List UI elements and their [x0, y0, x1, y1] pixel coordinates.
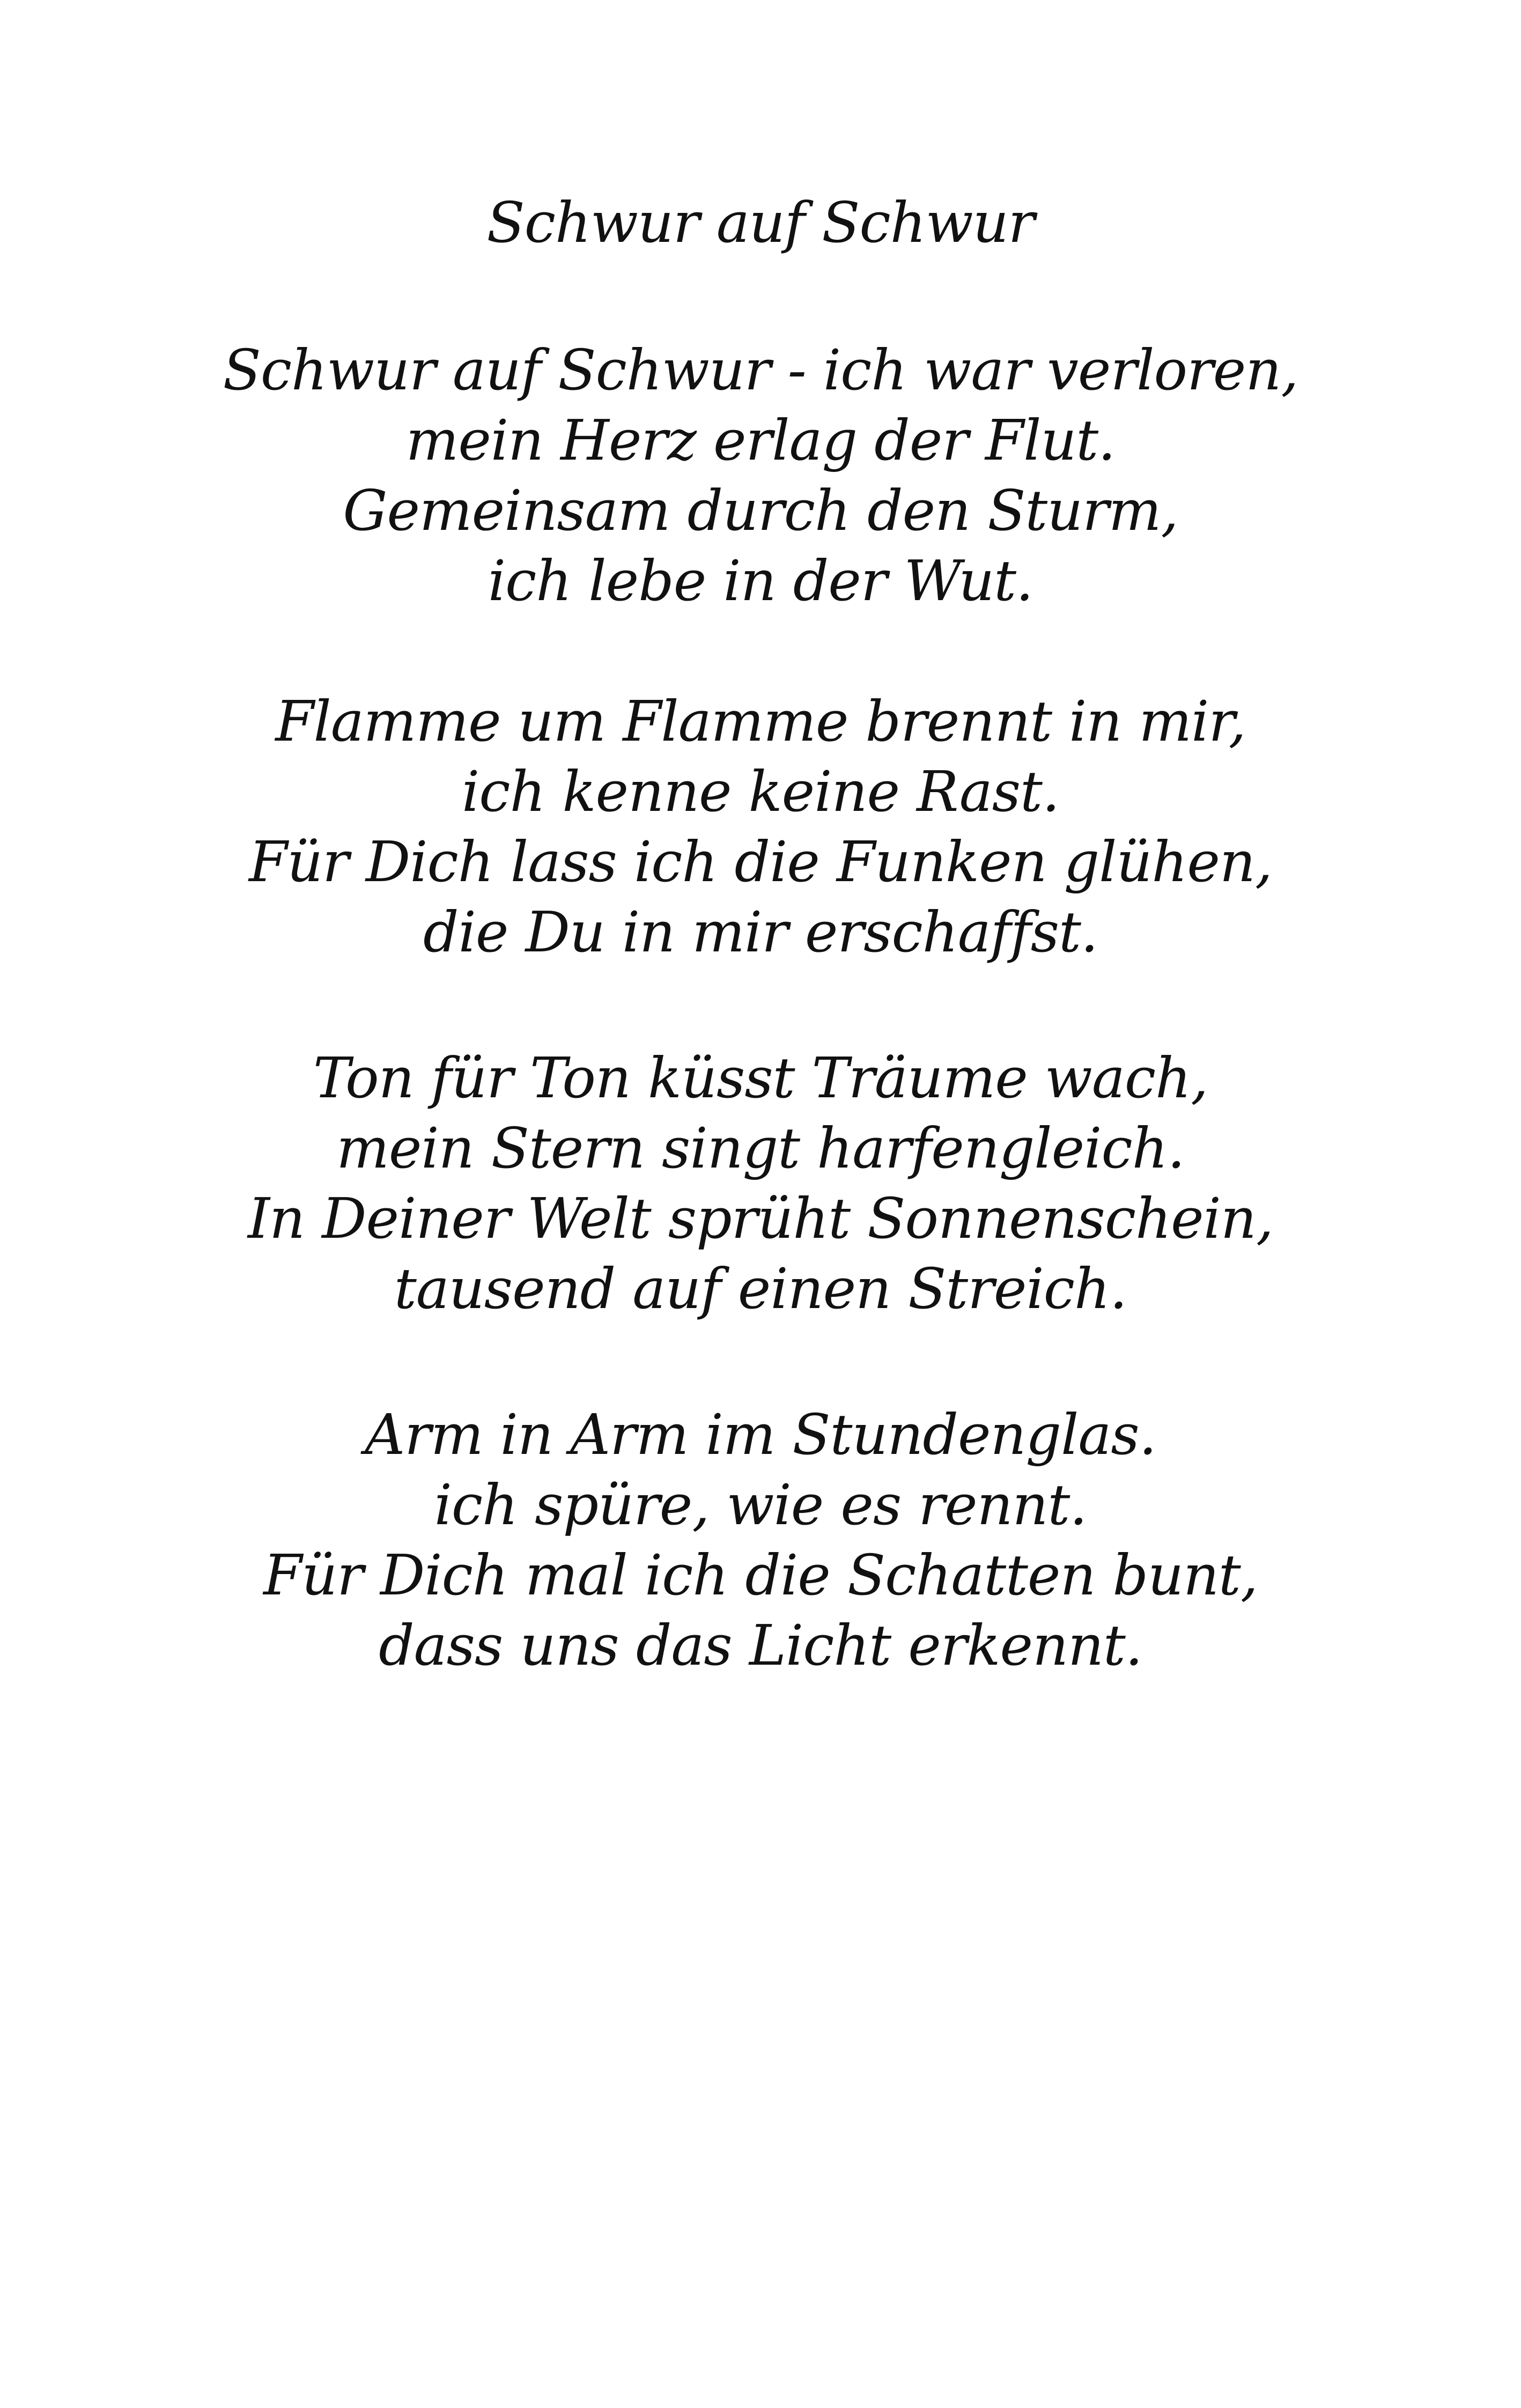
poem-line: In Deiner Welt sprüht Sonnenschein,	[248, 1186, 1273, 1251]
poem-line: ich lebe in der Wut.	[488, 548, 1033, 614]
poem-stanza-1	[0, 335, 1521, 616]
poem-line: Gemeinsam durch den Sturm,	[343, 478, 1178, 543]
poem-line: Ton für Ton küsst Träume wach,	[313, 1045, 1208, 1111]
poem-line: Arm in Arm im Stundenglas.	[365, 1402, 1156, 1467]
poem-line: mein Herz erlag der Flut.	[405, 408, 1116, 473]
poem-line: Schwur auf Schwur - ich war verloren,	[223, 337, 1298, 403]
poem-line: ich spüre, wie es rennt.	[434, 1472, 1087, 1538]
poem-line: Für Dich mal ich die Schatten bunt,	[263, 1542, 1258, 1608]
poem-line: tausend auf einen Streich.	[394, 1256, 1127, 1321]
poem-line: Flamme um Flamme brennt in mir,	[275, 689, 1246, 754]
poem-stanza-3	[0, 1043, 1521, 1324]
poem-line: Für Dich lass ich die Funken glühen,	[248, 829, 1272, 895]
poem-line: mein Stern singt harfengleich.	[336, 1116, 1185, 1181]
poem-stanza-2	[0, 686, 1521, 967]
poem-line: dass uns das Licht erkennt.	[379, 1613, 1142, 1678]
poem-title: Schwur auf Schwur	[486, 190, 1035, 255]
poem-stanza-4	[0, 1400, 1521, 1681]
poem-line: ich kenne keine Rast.	[461, 759, 1059, 824]
poem-line: die Du in mir erschaffst.	[423, 899, 1098, 965]
